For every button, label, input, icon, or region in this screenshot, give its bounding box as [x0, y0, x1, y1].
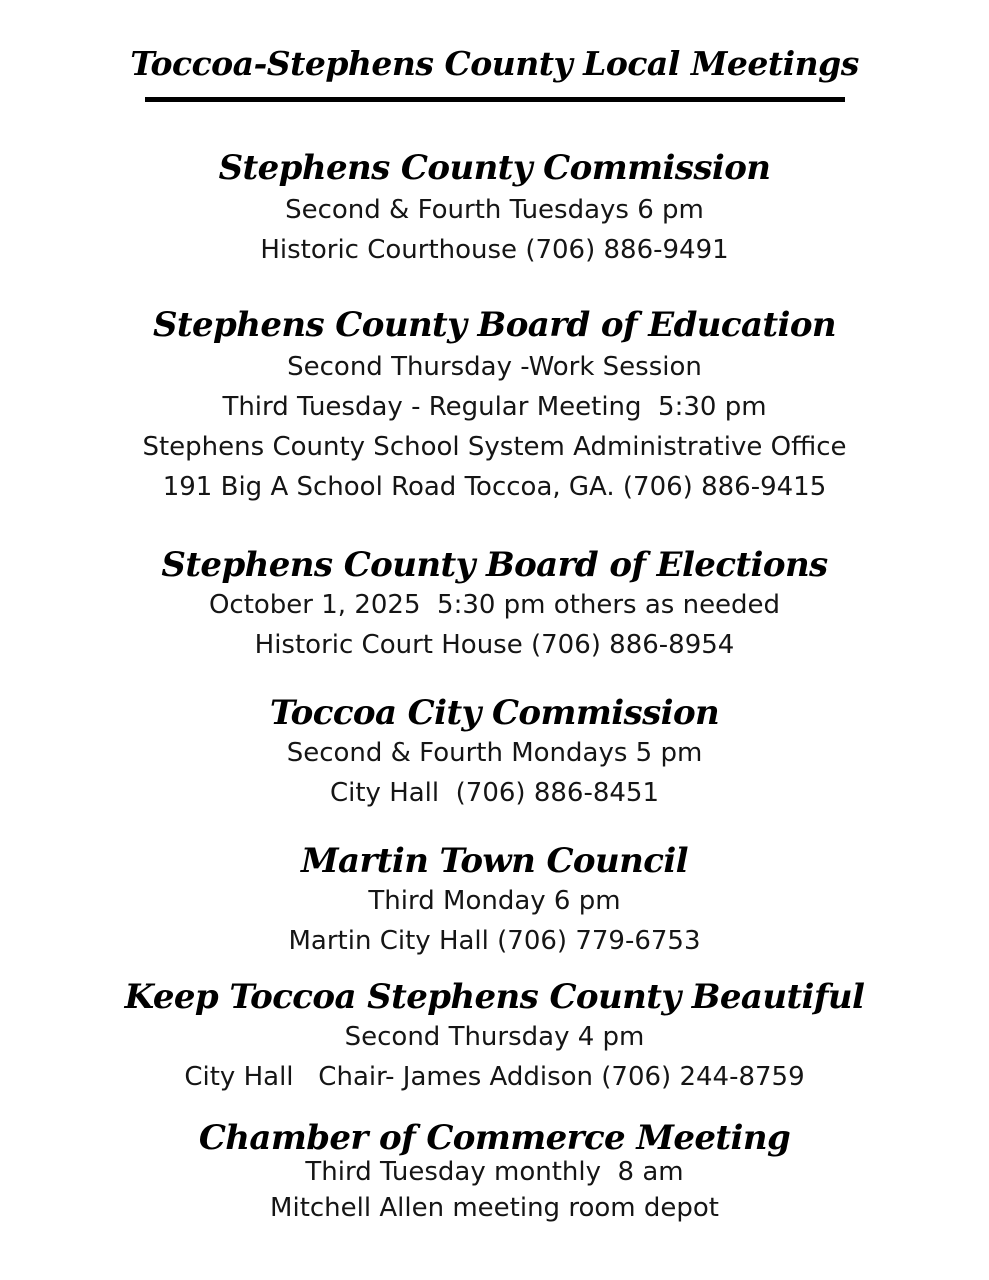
section-heading: Stephens County Commission	[218, 148, 771, 188]
meeting-location: Mitchell Allen meeting room depot	[270, 1193, 719, 1223]
section-board-of-education	[0, 303, 989, 507]
section-heading: Keep Toccoa Stephens County Beautiful	[124, 977, 865, 1017]
section-heading: Chamber of Commerce Meeting	[198, 1118, 791, 1158]
meeting-schedule: Second Thursday 4 pm	[344, 1022, 645, 1052]
section-county-commission	[0, 146, 989, 270]
section-heading: Stephens County Board of Elections	[161, 545, 828, 585]
meeting-location: Martin City Hall (706) 779-6753	[288, 926, 701, 956]
meeting-schedule: Third Tuesday - Regular Meeting 5:30 pm	[222, 392, 767, 422]
section-martin-town-council	[0, 841, 989, 961]
meeting-schedule: Second & Fourth Tuesdays 6 pm	[285, 195, 704, 225]
meeting-schedule: Second & Fourth Mondays 5 pm	[286, 738, 703, 768]
section-keep-beautiful	[0, 977, 989, 1097]
section-chamber-of-commerce	[0, 1120, 989, 1228]
section-board-of-elections	[0, 545, 989, 665]
meeting-schedule: October 1, 2025 5:30 pm others as needed	[208, 590, 781, 620]
section-city-commission	[0, 693, 989, 813]
meeting-address: 191 Big A School Road Toccoa, GA. (706) 886-9415	[162, 472, 827, 502]
meeting-location: Historic Court House (706) 886-8954	[254, 630, 735, 660]
meeting-location: Stephens County School System Administrative Office	[142, 432, 847, 462]
meeting-location: City Hall Chair- James Addison (706) 244-8759	[184, 1062, 805, 1092]
title-underline	[145, 97, 845, 102]
page-title: Toccoa-Stephens County Local Meetings	[130, 44, 859, 83]
section-heading: Stephens County Board of Education	[152, 305, 837, 345]
section-heading: Martin Town Council	[301, 841, 688, 881]
section-heading: Toccoa City Commission	[269, 693, 720, 733]
meeting-location: Historic Courthouse (706) 886-9491	[260, 235, 729, 265]
meeting-schedule: Third Monday 6 pm	[368, 886, 621, 916]
meeting-schedule: Second Thursday -Work Session	[287, 352, 702, 382]
meeting-location: City Hall (706) 886-8451	[329, 778, 660, 808]
meeting-schedule: Third Tuesday monthly 8 am	[305, 1157, 684, 1187]
